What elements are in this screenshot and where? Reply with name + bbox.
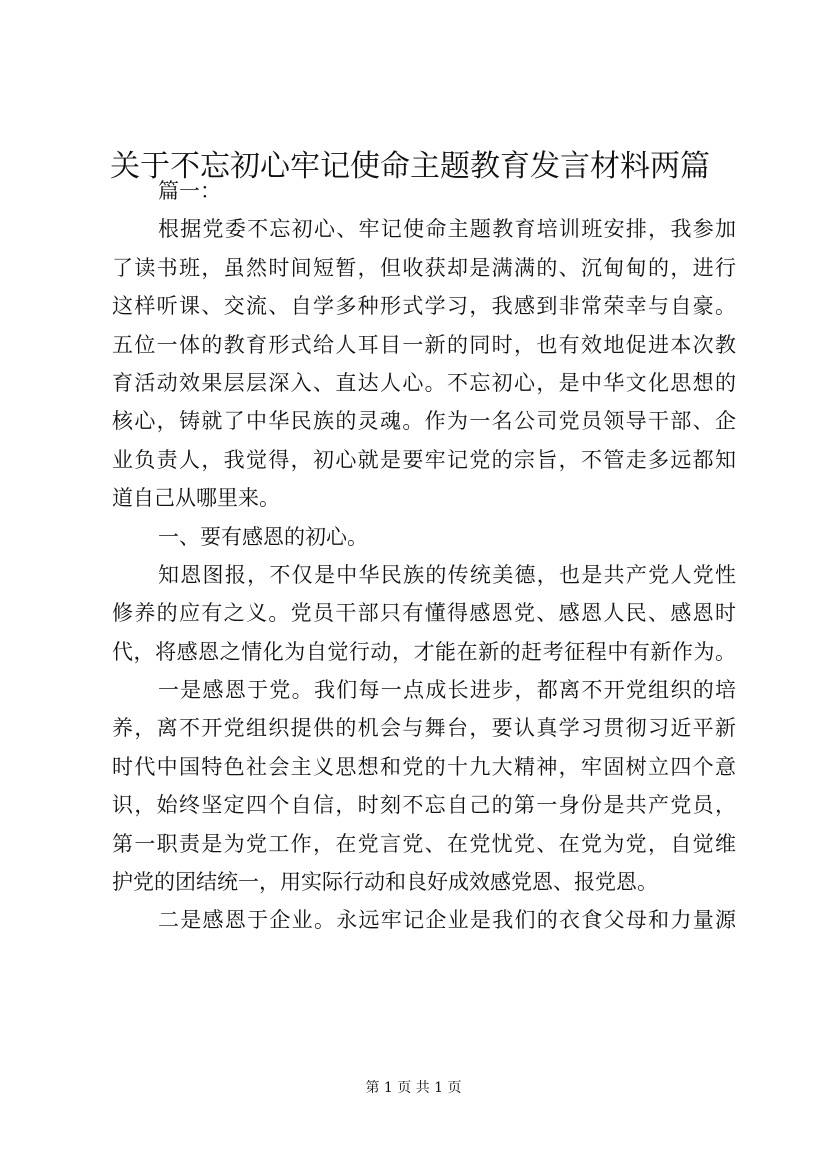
text-line: 知恩图报，不仅是中华民族的传统美德，也是共产党人党性	[158, 562, 736, 587]
page-footer: 第 1 页 共 1 页	[365, 1080, 462, 1096]
document-body	[112, 172, 736, 940]
text-line: 养，离不开党组织提供的机会与舞台，要认真学习贯彻习近平新	[112, 716, 736, 741]
text-line: 护党的团结统一，用实际行动和良好成效感党恩、报党恩。	[112, 870, 658, 895]
text-line: 篇一：	[158, 179, 221, 203]
text-line: 了读书班，虽然时间短暂，但收获却是满满的、沉甸甸的，进行	[112, 255, 736, 280]
text-line: 二是感恩于企业。永远牢记企业是我们的衣食父母和力量源	[158, 908, 736, 933]
text-line: 时代中国特色社会主义思想和党的十九大精神，牢固树立四个意	[112, 754, 736, 779]
text-line: 业负责人，我觉得，初心就是要牢记党的宗旨，不管走多远都知	[112, 447, 736, 472]
text-line: 一、要有感恩的初心。	[158, 524, 368, 549]
text-line: 修养的应有之义。党员干部只有懂得感恩党、感恩人民、感恩时	[112, 601, 736, 626]
text-line: 识，始终坚定四个自信，时刻不忘自己的第一身份是共产党员，	[112, 793, 736, 818]
document-title: 关于不忘初心牢记使命主题教育发言材料两篇	[110, 149, 710, 184]
text-line: 五位一体的教育形式给人耳目一新的同时，也有效地促进本次教	[112, 332, 736, 357]
text-line: 第一职责是为党工作，在党言党、在党忧党、在党为党，自觉维	[112, 831, 736, 856]
text-line: 核心，铸就了中华民族的灵魂。作为一名公司党员领导干部、企	[112, 409, 736, 434]
text-line: 道自己从哪里来。	[112, 486, 280, 511]
text-line: 一是感恩于党。我们每一点成长进步，都离不开党组织的培	[158, 678, 736, 703]
text-line: 育活动效果层层深入、直达人心。不忘初心，是中华文化思想的	[112, 370, 736, 395]
text-line: 代，将感恩之情化为自觉行动，才能在新的赶考征程中有新作为。	[112, 639, 736, 664]
text-line: 这样听课、交流、自学多种形式学习，我感到非常荣幸与自豪。	[112, 294, 736, 319]
text-line: 根据党委不忘初心、牢记使命主题教育培训班安排，我参加	[158, 217, 736, 242]
